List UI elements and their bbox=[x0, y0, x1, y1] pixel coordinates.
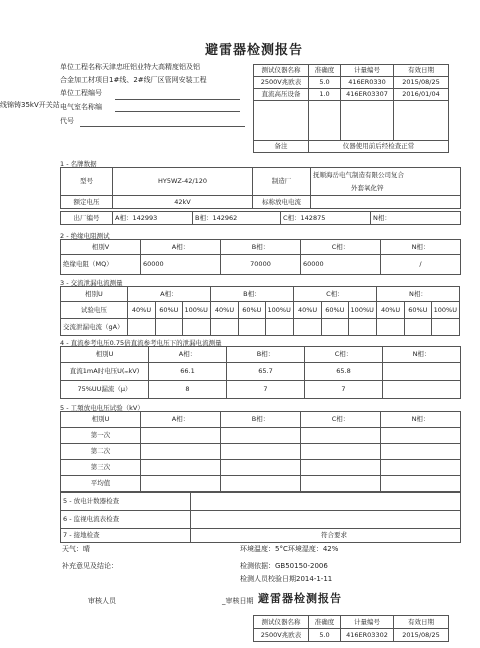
rated-value: 42kV bbox=[113, 196, 253, 209]
instr-cell: 2015/08/25 bbox=[394, 77, 449, 89]
ac-pct: 40%U bbox=[293, 302, 321, 319]
pf-n: N相： bbox=[381, 412, 461, 428]
ac-leak-label: 交流泄漏电流（gA） bbox=[61, 319, 128, 336]
serial-n: N相： bbox=[371, 212, 461, 225]
ins-res-n: / bbox=[381, 255, 461, 275]
note-label: 备注 bbox=[254, 141, 309, 153]
instr-header: 准确度 bbox=[309, 65, 341, 77]
serial-a: A相：142993 bbox=[113, 212, 193, 225]
pf-a: A相： bbox=[141, 412, 221, 428]
instr2-header: 计量编号 bbox=[341, 616, 394, 629]
section-1-label: 1 - 名牌数据 bbox=[60, 160, 97, 168]
ground-check-label: 7 - 接地检查 bbox=[61, 529, 191, 543]
dc-row1-a: 66.1 bbox=[149, 363, 227, 381]
instr2-cell: 5.0 bbox=[309, 629, 341, 642]
instr2-cell: 416ER03302 bbox=[341, 629, 394, 642]
section-2-label: 2 - 绝缘电阻测试 bbox=[60, 232, 110, 240]
ground-check-value: 符合要求 bbox=[191, 529, 461, 543]
ins-res-a: 60000 bbox=[141, 255, 221, 275]
section-4-label: 4 - 直流参考电压0.75倍直流参考电压下的泄漏电流测量 bbox=[60, 339, 222, 347]
ins-a: A相： bbox=[141, 240, 221, 255]
pf-row-label: 第二次 bbox=[61, 444, 141, 460]
instruments-table-2 bbox=[253, 615, 449, 642]
nameplate-table bbox=[60, 167, 461, 209]
unit-name-line1: 单位工程名称天津忠旺铝业特大高精度铝及铝 bbox=[60, 63, 200, 71]
unit-code-label: 单位工程编号 bbox=[60, 89, 102, 97]
ac-pct: 100%U bbox=[182, 302, 210, 319]
model-value: HY5WZ-42/120 bbox=[113, 168, 253, 196]
dc-row1-c: 65.8 bbox=[305, 363, 383, 381]
counter-check-label: 5 - 放电计数器检查 bbox=[61, 493, 191, 511]
instr-cell: 2016/01/04 bbox=[394, 89, 449, 101]
review-date-label: _审核日期 bbox=[222, 597, 254, 605]
instr-header: 计量编号 bbox=[341, 65, 394, 77]
instr-cell: 416ER03307 bbox=[341, 89, 394, 101]
discharge-label: 标称放电电流 bbox=[253, 196, 311, 209]
serial-c: C相：142875 bbox=[281, 212, 371, 225]
pf-phase-label: 相別U bbox=[61, 412, 141, 428]
instr-header: 有效日期 bbox=[394, 65, 449, 77]
dc-phase-label: 相別U bbox=[61, 347, 149, 363]
ins-res-b: 70000 bbox=[221, 255, 301, 275]
dc-row2-a: 8 bbox=[149, 381, 227, 399]
ac-pct: 60%U bbox=[156, 302, 182, 319]
pf-row-label: 第一次 bbox=[61, 428, 141, 444]
page-title-2: 避雷器检测报告 bbox=[258, 592, 342, 605]
ac-a: A相： bbox=[127, 287, 210, 302]
room-name-label: 电气室名称编 bbox=[60, 103, 102, 111]
dc-row2-b: 7 bbox=[227, 381, 305, 399]
ac-n: N相： bbox=[376, 287, 459, 302]
instr2-header: 准确度 bbox=[309, 616, 341, 629]
basis-text: 检测依据：GB50150-2006 bbox=[240, 562, 328, 570]
instr2-cell: 2015/08/25 bbox=[394, 629, 449, 642]
dc-row1-label: 直流1mA时电压U(ₘkV) bbox=[61, 363, 149, 381]
dc-row2-label: 75%UU漏流（µ） bbox=[61, 381, 149, 399]
rated-label: 额定电压 bbox=[61, 196, 113, 209]
instruments-table bbox=[253, 64, 449, 153]
page-title: 避雷器检测报告 bbox=[205, 43, 304, 58]
instr-cell: 416ER0330 bbox=[341, 77, 394, 89]
ac-pct: 60%U bbox=[322, 302, 348, 319]
instr-header: 测试仪器名称 bbox=[254, 65, 309, 77]
ac-pct: 40%U bbox=[210, 302, 238, 319]
ac-pct: 60%U bbox=[239, 302, 265, 319]
section-5-label: 5 - 工頻放电电压试验（kV） bbox=[60, 404, 144, 412]
ac-leak-table bbox=[60, 286, 460, 336]
ac-pct: 40%U bbox=[376, 302, 404, 319]
code-label: 代号 bbox=[60, 117, 74, 125]
room-left-text: 线锦铸35kV开关站 bbox=[0, 101, 60, 109]
ins-c: C相： bbox=[301, 240, 381, 255]
dc-c: C相： bbox=[305, 347, 383, 363]
pf-b: B相： bbox=[221, 412, 301, 428]
ins-res-label: 绝缘电阻（MQ） bbox=[61, 255, 141, 275]
instr2-cell: 2500V兆欧表 bbox=[254, 629, 309, 642]
ac-c: C相： bbox=[293, 287, 376, 302]
ins-res-c: 60000 bbox=[301, 255, 381, 275]
section-3-label: 3 - 交流泄漏电流测量 bbox=[60, 279, 123, 287]
instr-cell: 直流高压设备 bbox=[254, 89, 309, 101]
dc-n: N相： bbox=[383, 347, 461, 363]
ac-pct: 60%U bbox=[405, 302, 431, 319]
unit-name-line2: 合金加工材项目1#线、2#线厂区管网安装工程 bbox=[60, 76, 207, 84]
pf-row-label: 平均值 bbox=[61, 476, 141, 492]
ac-pct: 100%U bbox=[265, 302, 293, 319]
pf-c: C相： bbox=[301, 412, 381, 428]
dc-row1-n bbox=[383, 363, 461, 381]
serial-b: B相：142962 bbox=[193, 212, 281, 225]
tester-text: 检测人员校验日期2014-1-11 bbox=[240, 575, 333, 583]
check-table bbox=[60, 492, 461, 543]
env-text: 环境温度：5°C环境湿度：42% bbox=[240, 545, 339, 553]
ins-b: B相： bbox=[221, 240, 301, 255]
dc-row2-c: 7 bbox=[305, 381, 383, 399]
weather-text: 天气：晴 bbox=[62, 545, 90, 553]
insulation-table bbox=[60, 239, 461, 275]
ac-phase-label: 相別U bbox=[61, 287, 128, 302]
power-freq-table bbox=[60, 411, 461, 492]
ac-pct: 100%U bbox=[348, 302, 376, 319]
ac-pct: 40%U bbox=[127, 302, 155, 319]
ac-test-label: 试验电压 bbox=[61, 302, 128, 319]
dc-b: B相： bbox=[227, 347, 305, 363]
dc-row1-b: 65.7 bbox=[227, 363, 305, 381]
maker-label: 制造厂 bbox=[253, 168, 311, 196]
pf-row-label: 第三次 bbox=[61, 460, 141, 476]
dc-row2-n bbox=[383, 381, 461, 399]
note-value: 仪器使用前后经检查正常 bbox=[309, 141, 449, 153]
instr-cell: 2500V兆欧表 bbox=[254, 77, 309, 89]
ac-pct: 100%U bbox=[431, 302, 459, 319]
model-label: 型号 bbox=[61, 168, 113, 196]
maker-value-1: 抚顺海岳电气制造有限公司复合 bbox=[313, 171, 404, 179]
instr-cell: 5.0 bbox=[309, 77, 341, 89]
dc-a: A相： bbox=[149, 347, 227, 363]
monitor-check-label: 6 - 监视电流表检查 bbox=[61, 511, 191, 529]
maker-value-2: 外套氧化锌 bbox=[351, 183, 384, 192]
ins-n: N相： bbox=[381, 240, 461, 255]
instr-cell: 1.0 bbox=[309, 89, 341, 101]
instr2-header: 测试仪器名称 bbox=[254, 616, 309, 629]
dc-ref-table bbox=[60, 346, 461, 399]
conclusion-label: 补充意见及结论： bbox=[62, 562, 118, 570]
ac-b: B相： bbox=[210, 287, 293, 302]
serial-label: 出厂编号 bbox=[61, 212, 113, 225]
instr2-header: 有效日期 bbox=[394, 616, 449, 629]
serial-table bbox=[60, 211, 461, 225]
reviewer-label: 审核人员 bbox=[88, 597, 116, 605]
ins-phase-label: 相別V bbox=[61, 240, 141, 255]
